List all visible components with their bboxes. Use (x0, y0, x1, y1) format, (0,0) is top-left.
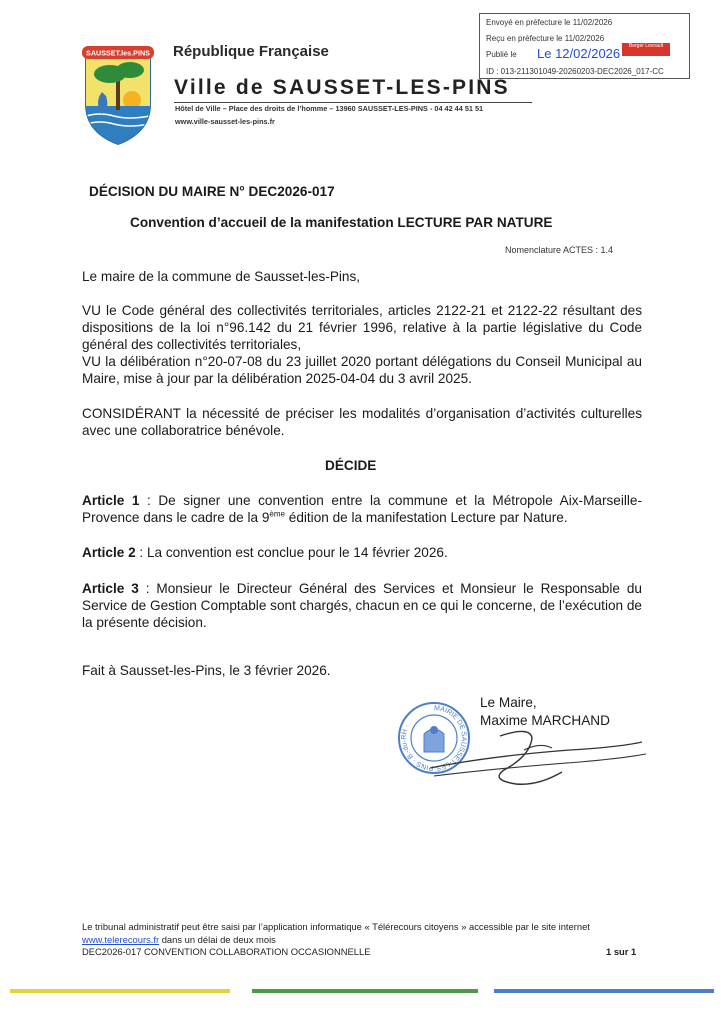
header-divider (174, 102, 532, 103)
decide-heading: DÉCIDE (325, 458, 377, 473)
telerecours-link[interactable]: www.telerecours.fr (82, 933, 160, 945)
article-2-label: Article 2 (82, 545, 136, 560)
article-1-text-b: édition de la manifestation Lecture par Nature. (284, 510, 568, 525)
stamp-published-label: Publié le (486, 50, 517, 59)
city-address: Hôtel de Ville – Place des droits de l’homme – 13960 SAUSSET-LES-PINS - 04 42 44 51 51 (175, 104, 484, 113)
article-3 (82, 580, 642, 631)
footer-note (82, 921, 642, 946)
done-at: Fait à Sausset-les-Pins, le 3 février 2026. (82, 663, 331, 678)
footer-reference: DEC2026-017 CONVENTION COLLABORATION OCCASIONNELLE (82, 946, 371, 957)
mayor-signature (420, 722, 650, 794)
article-3-label: Article 3 (82, 581, 139, 596)
city-website: www.ville-sausset-les-pins.fr (175, 117, 275, 126)
city-name: Ville de SAUSSET-LES-PINS (174, 76, 510, 99)
berger-levrault-badge: Berger Levrault (622, 43, 670, 56)
page-number: 1 sur 1 (606, 946, 637, 957)
city-logo (80, 44, 156, 146)
decision-subtitle: Convention d’accueil de la manifestation LECTURE PAR NATURE (130, 215, 553, 230)
vu-deliberation-paragraph: VU la délibération n°20-07-08 du 23 juillet 2020 portant délégations du Conseil Municipal au Maire, mise à jour par la délibération 2025-04-04 du 3 avril 2025. (82, 354, 642, 386)
article-2 (82, 544, 642, 561)
footer-note-b: dans un délai de deux mois (159, 933, 276, 945)
vu-code-paragraph: VU le Code général des collectivités territoriales, articles 2122-21 et 2122-22 résultant des dispositions de la loi n°96.142 du 21 février 1996, relative à la partie législative du Code général des collectivités territoriales, (82, 303, 642, 352)
article-1-sup: ème (269, 509, 285, 519)
nomenclature: Nomenclature ACTES : 1.4 (505, 245, 614, 255)
intro-paragraph: Le maire de la commune de Sausset-les-Pins, (82, 269, 361, 284)
svg-text:SAUSSET.les.PINS: SAUSSET.les.PINS (86, 48, 150, 58)
prefecture-stamp (479, 13, 690, 79)
stamp-published-date: Le 12/02/2026 (537, 46, 621, 61)
footer-bar-yellow (10, 989, 230, 993)
footer-bar-green (252, 989, 478, 993)
article-1-text-a: : De signer une convention entre la commune et la Métropole Aix-Marseille-Provence dans le cadre de la 9 (82, 493, 642, 525)
republic-label: République Française (173, 43, 329, 60)
article-2-text: : La convention est conclue pour le 14 février 2026. (135, 545, 448, 560)
considerant-paragraph: CONSIDÉRANT la nécessité de préciser les modalités d’organisation d’activités culturelles avec une collaboratrice bénévole. (82, 406, 642, 438)
svg-text:MAIRIE DE SAUSSET-LES-PINS · B: MAIRIE DE SAUSSET-LES-PINS · B.-du-RH · (400, 704, 468, 772)
footer-note-a: Le tribunal administratif peut être saisi par l’application informatique « Télérecours citoyens » accessible par le site internet (82, 921, 590, 932)
decision-title: DÉCISION DU MAIRE N° DEC2026-017 (89, 184, 335, 199)
stamp-sent: Envoyé en préfecture le 11/02/2026 (486, 18, 613, 27)
article-1-label: Article 1 (82, 493, 140, 508)
article-3-text: : Monsieur le Directeur Général des Services et Monsieur le Responsable du Service de Gestion Comptable sont chargés, chacun en ce qui le concerne, de l’exécution de la présente décision. (82, 581, 642, 630)
signer-title: Le Maire, (480, 695, 537, 710)
stamp-received: Reçu en préfecture le 11/02/2026 (486, 34, 605, 43)
article-1 (82, 492, 642, 526)
signer-name: Maxime MARCHAND (480, 713, 610, 728)
footer-bar-blue (494, 989, 714, 993)
stamp-id: ID : 013-211301049-20260203-DEC2026_017-CC (486, 67, 664, 76)
